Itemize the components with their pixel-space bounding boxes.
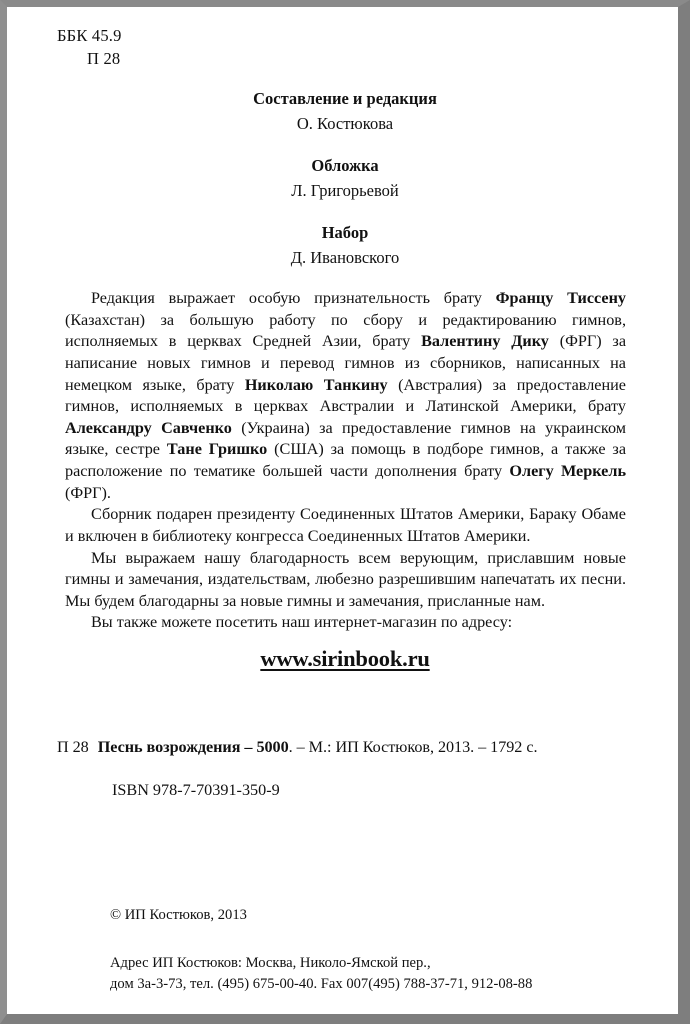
ack-text-segment: (ФРГ). [65, 483, 111, 502]
ack-text-segment: (США) за помощь в подборе гимнов, а также за расположение по тематике большей части дополнения брату [65, 440, 627, 480]
credit-person-name: О. Костюкова [296, 114, 394, 134]
contributor-name-tankin: Николаю Танкину [244, 375, 388, 394]
ack-text-segment: (Казахстан) за большую работу по сбору и редактированию гимнов, исполняемых в церквах Средней Азии, брату [65, 310, 626, 351]
credit-group-compilation [0, 86, 690, 136]
address-line-street: Адрес ИП Костюков: Москва, Николо-Ямской пер., [110, 955, 431, 972]
credit-person-name: Д. Ивановского [290, 248, 400, 268]
publisher-footer [110, 905, 532, 995]
address-line-phone: дом 3а-3-73, тел. (495) 675-00-40. Fax 007(495) 788-37-71, 912-08-88 [110, 976, 533, 993]
credits-block [0, 86, 690, 270]
ack-text-segment: (Украина) за предоставление гимнов на украинском языке, сестре [65, 418, 626, 459]
credit-person-name: Л. Григорьевой [291, 181, 399, 201]
contributor-name-grishko: Тане Гришко [166, 440, 268, 459]
contributor-name-dik: Валентину Дику [421, 332, 549, 351]
acknowledgements-body [65, 288, 626, 634]
biblio-index: П 28 [57, 738, 89, 756]
credit-role-label: Обложка [311, 156, 379, 176]
acknowledgement-paragraph-webstore: Вы также можете посетить наш интернет-магазин по адресу: [91, 613, 513, 632]
credit-group-cover [0, 153, 690, 203]
contributor-name-merkel: Олегу Меркель [509, 462, 626, 480]
bbk-code: ББК 45.9 [57, 26, 122, 45]
bbk-index: П 28 [87, 49, 121, 69]
credit-role-label: Составление и редакция [253, 89, 437, 108]
biblio-imprint: . – М.: ИП Костюков, 2013. – 1792 с. [288, 738, 538, 756]
ack-text-segment: Редакция выражает особую признательность брату [91, 289, 496, 307]
acknowledgement-paragraph-contributors [65, 288, 626, 504]
website-url-container [0, 646, 690, 672]
publisher-address [110, 953, 532, 995]
credit-role-label: Набор [321, 223, 369, 243]
biblio-main-line [57, 738, 637, 757]
bbk-classification-block [57, 24, 122, 71]
contributor-name-tissen: Францу Тиссену [495, 289, 627, 307]
website-url-link[interactable]: www.sirinbook.ru [260, 646, 430, 671]
bibliographic-record [57, 738, 637, 800]
ack-text-segment: (ФРГ) за написание новых гимнов и перевод гимнов из сборников, написанных на немецком языке, брату [65, 332, 627, 394]
copyright-notice: © ИП Костюков, 2013 [110, 907, 247, 923]
credit-group-typesetting [0, 220, 690, 270]
biblio-title: Песнь возрождения – 5000 [97, 738, 289, 756]
acknowledgement-paragraph-gratitude: Мы выражаем нашу благодарность всем верующим, приславшим новые гимны и замечания, издательствам, любезно разрешившим напечатать их песни. Мы будем благодарны за новые гимны и замечания, присланные нам. [65, 548, 626, 610]
isbn-number: ISBN 978-7-70391-350-9 [112, 781, 280, 799]
acknowledgement-paragraph-president: Сборник подарен президенту Соединенных Штатов Америки, Бараку Обаме и включен в библиотеку конгресса Соединенных Штатов Америки. [65, 505, 626, 545]
contributor-name-savchenko: Александру Савченко [65, 418, 232, 437]
ack-text-segment: (Австралия) за предоставление гимнов, исполняемых в церквах Австралии и Латинской Америки, брату [65, 375, 626, 416]
